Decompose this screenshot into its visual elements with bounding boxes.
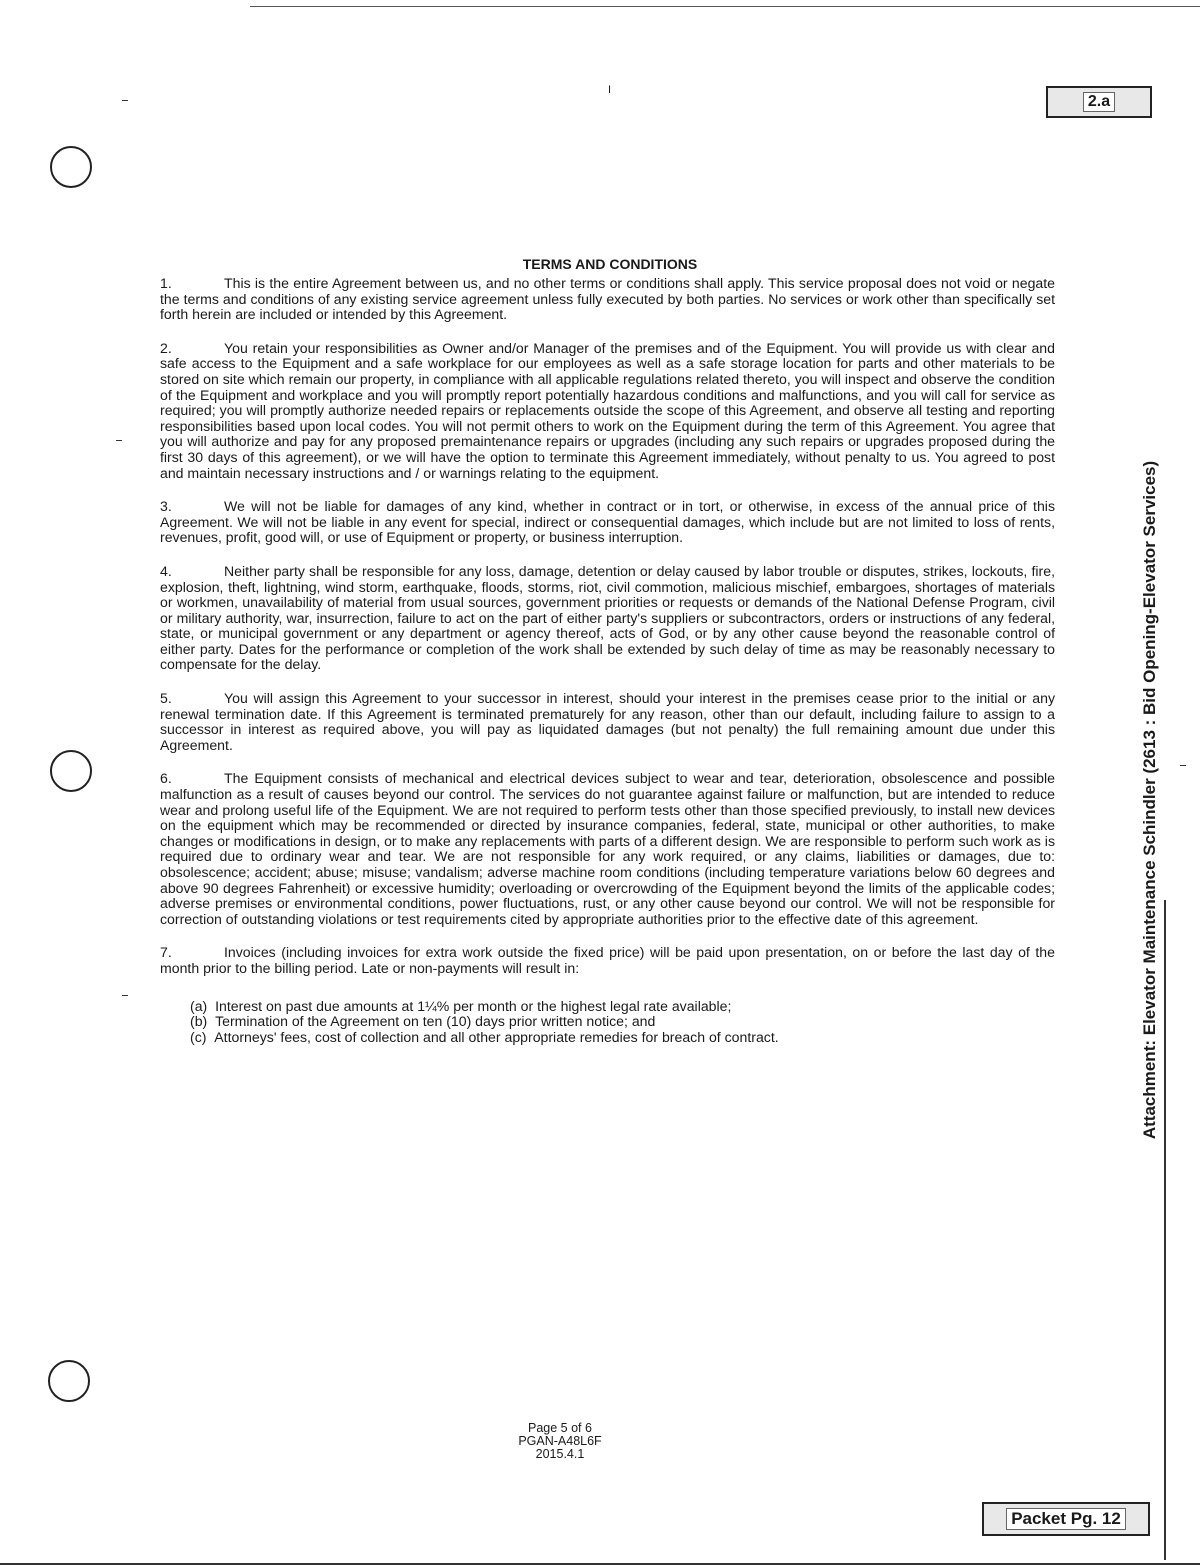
- right-margin-rule: [1164, 900, 1166, 1560]
- punch-hole-middle: [50, 750, 92, 792]
- clause-1: 1. This is the entire Agreement between us, and no other terms or conditions shall apply. This service proposal does not void or negate the terms and conditions of any existing service agreement unless fully executed by both parties. No services or work other than specifically set forth herein are included or intended by this Agreement.: [160, 275, 1055, 323]
- scan-speck: [122, 995, 128, 996]
- document-version: 2015.4.1: [535, 1447, 585, 1461]
- scan-speck: [116, 440, 122, 441]
- clause-3: 3. We will not be liable for damages of any kind, whether in contract or in tort, or otherwise, in excess of the annual price of this Agreement. We will not be liable in any event for special, indirect or consequential damages, which include but are not limited to loss of rents, revenues, profit, good will, or use of Equipment or property, or business interruption.: [160, 498, 1055, 546]
- top-rule: [250, 6, 1200, 7]
- list-item: (b) Termination of the Agreement on ten (10) days prior written notice; and: [190, 1013, 656, 1030]
- top-mark: I: [608, 84, 612, 96]
- clause-6: 6. The Equipment consists of mechanical and electrical devices subject to wear and tear, deterioration, obsolescence and possible malfunction as a result of causes beyond our control. The services do not guarantee against failure or malfunction, but are intended to reduce wear and prolong useful life of the Equipment. We are not required to perform tests other than those specified previously, to install new devices on the equipment which may be recommended or directed by insurance companies, federal, state, municipal or other authorities, to make changes or modifications in design, or to make any replacements with parts of a different design. We are responsible to perform such work as is required due to ordinary wear and tear. We are not responsible for any work required, or any claims, liabilities or damages, due to: obsolescence; accident; abuse; misuse; vandalism; adverse machine room conditions (including temperature variations below 60 degrees and above 90 degrees Fahrenheit) or excessive humidity; overloading or overcrowding of the Equipment beyond the limits of the applicable codes; adverse premises or environmental conditions, power fluctuations, rust, or any other cause beyond our control. We will not be responsible for correction of outstanding violations or test requirements cited by appropriate authorities prior to the effective date of this agreement.: [160, 770, 1055, 927]
- packet-page-stamp: [982, 1502, 1150, 1536]
- remedies-list: [190, 999, 1055, 1046]
- scan-speck: [122, 100, 128, 101]
- scan-speck: [1180, 765, 1186, 766]
- packet-page-label: Packet Pg. 12: [1006, 1508, 1126, 1530]
- attachment-side-label: Attachment: Elevator Maintenance Schindler (2613 : Bid Opening-Elevator Services): [1140, 460, 1159, 1140]
- clause-2: 2. You retain your responsibilities as Owner and/or Manager of the premises and of the Equipment. You will provide us with clear and safe access to the Equipment and a safe workplace for our employees as well as a safe storage location for parts and other materials to be stored on site which remain our property, in compliance with all applicable regulations related thereto, you will inspect and observe the condition of the Equipment and workplace and you will promptly report potentially hazardous conditions and malfunctions, and you will call for service as required; you will promptly authorize needed repairs or replacements outside the scope of this Agreement, and observe all testing and reporting responsibilities based upon local codes. You will not permit others to work on the Equipment during the term of this Agreement. You agree that you will authorize and pay for any proposed premaintenance repairs or upgrades (including any such repairs or upgrades proposed during the first 30 days of this agreement), or we will have the option to terminate this Agreement immediately, without penalty to us. You agreed to post and maintain necessary instructions and / or warnings relating to the equipment.: [160, 339, 1055, 481]
- page-number: Page 5 of 6: [528, 1421, 592, 1435]
- clause-5: 5. You will assign this Agreement to your successor in interest, should your interest in the premises cease prior to the initial or any renewal termination date. If this Agreement is terminated prematurely for any reason, other than our default, including failure to assign to a successor in interest as required above, you will pay as liquidated damages (but not penalty) the full remaining amount due under this Agreement.: [160, 690, 1055, 753]
- page-footer: [440, 1422, 680, 1461]
- document-code: PGAN-A48L6F: [518, 1434, 602, 1448]
- attachment-stamp: [1046, 86, 1152, 118]
- clause-7: 7. Invoices (including invoices for extra work outside the fixed price) will be paid upon presentation, on or before the last day of the month prior to the billing period. Late or non-payments will result in:: [160, 944, 1055, 976]
- page-title: TERMS AND CONDITIONS: [522, 256, 698, 272]
- punch-hole-bottom: [48, 1360, 90, 1402]
- punch-hole-top: [50, 146, 92, 188]
- clause-4: 4. Neither party shall be responsible for any loss, damage, detention or delay caused by labor trouble or disputes, strikes, lockouts, fire, explosion, theft, lightning, wind storm, earthquake, floods, storms, riot, civil commotion, malicious mischief, embargoes, shortages of materials or workmen, unavailability of material from usual sources, government priorities or requests or demands of the National Defense Program, civil or military authority, war, insurrection, failure to act on the part of either party's suppliers or subcontractors, orders or instructions of any federal, state, or municipal government or any department or agency thereof, acts of God, or by any other cause beyond the reasonable control of either party. Dates for the performance or completion of the work shall be extended by such delay of time as may be reasonably necessary to compensate for the delay.: [160, 562, 1055, 673]
- list-item: (a) Interest on past due amounts at 1¼% per month or the highest legal rate available;: [190, 997, 732, 1014]
- terms-body: [160, 276, 1055, 1045]
- list-item: (c) Attorneys' fees, cost of collection and all other appropriate remedies for breach of contract.: [190, 1028, 779, 1045]
- bottom-rule: [0, 1563, 1200, 1565]
- attachment-stamp-label: 2.a: [1083, 92, 1115, 112]
